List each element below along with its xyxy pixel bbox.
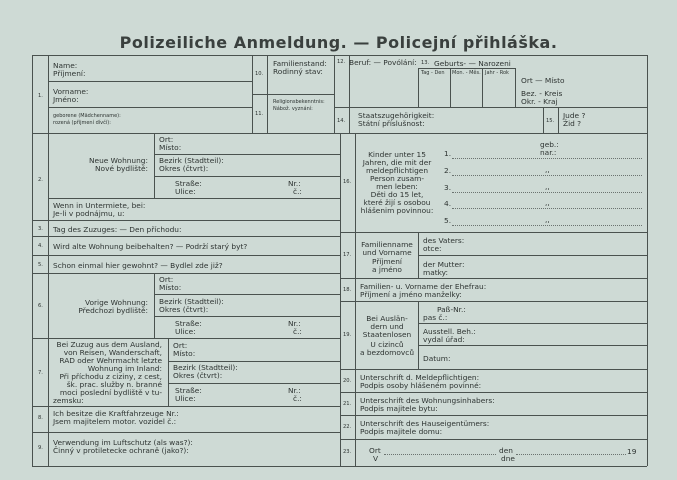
row-number: 1. (38, 93, 43, 99)
birth-label: Geburts- — Narozeni (434, 59, 511, 68)
row-number: 4. (38, 243, 43, 249)
child-3-line[interactable] (452, 192, 642, 193)
row-number: 15. (546, 118, 555, 124)
children-line-4: Person zusam- (370, 174, 424, 183)
line (154, 176, 340, 177)
line (418, 68, 515, 69)
line (48, 107, 252, 108)
line (340, 232, 647, 233)
line (340, 415, 647, 416)
last-cislo-label: č.: (293, 394, 302, 403)
child-4-label: 4. (444, 199, 452, 208)
new-cislo-label: č.: (293, 187, 302, 196)
religion-label: Religionsbekenntnis: (273, 99, 325, 105)
year-prefix: 19 (627, 447, 637, 456)
podpis-majitele-domu-label: Podpis majitele domu: (360, 427, 443, 436)
arrival-date-label: Tag des Zuzuges: — Den příchodu: (53, 225, 182, 234)
row-number: 14. (337, 118, 346, 124)
line (154, 133, 155, 198)
child-5-line[interactable] (452, 225, 642, 226)
last-house-number-label: Nr.: (288, 386, 301, 395)
new-district-label: Bezirk (Stadtteil): (159, 156, 224, 165)
birth-day-label: Tag - Den (421, 70, 445, 76)
zid-label: Žid ? (563, 119, 582, 128)
line (32, 432, 340, 433)
new-address-label: Neue Wohnung: (89, 156, 148, 165)
frame-left (32, 55, 33, 466)
ditto-mark: ,, (545, 198, 550, 207)
line (340, 133, 341, 466)
foreigners-line-5: a bezdomovců (359, 348, 415, 357)
row-number: 20. (343, 378, 352, 384)
protiletecka-label: Činný v protiletecke ochraně (jako?): (53, 446, 189, 455)
birth-region-label: Okr. - Kraj (521, 97, 558, 106)
abroad-line-5: Při příchodu z ciziny, z cest, (59, 372, 162, 381)
frame-top (32, 55, 647, 56)
prev-cislo-label: č.: (293, 327, 302, 336)
prev-street-label: Straße: (175, 319, 202, 328)
ditto-mark: ,, (545, 165, 550, 174)
day-label: den (499, 446, 513, 455)
line (418, 255, 647, 256)
line (334, 107, 647, 108)
line (168, 383, 340, 384)
podpis-osoby-label: Podpis osoby hlášeném povinné: (360, 381, 482, 390)
line (32, 338, 340, 339)
child-5-label: 5. (444, 216, 452, 225)
row-number: 18. (343, 287, 352, 293)
children-line-6: Děti do 15 let, (370, 190, 424, 199)
date-label: Datum: (423, 354, 451, 363)
row-number: 11. (255, 111, 264, 117)
rozena-label: rozená (příjmení dívčí): (53, 120, 111, 126)
row-number: 3. (38, 226, 43, 232)
line (32, 255, 340, 256)
wife-name-label: Familien- u. Vorname der Ehefrau: (360, 282, 487, 291)
vorname-label: Vorname: (53, 87, 89, 96)
lived-here-before-label: Schon einmal hier gewohnt? — Bydlel zde již? (53, 261, 223, 270)
row-number: 10. (255, 71, 264, 77)
keep-old-home-label: Wird alte Wohnung beibehalten? — Podrží starý byt? (53, 242, 248, 251)
new-street-label: Straße: (175, 179, 202, 188)
child-2-label: 2. (444, 166, 452, 175)
matky-label: matky: (423, 268, 448, 277)
line (418, 323, 647, 324)
issuing-authority-label: Ausstell. Beh.: (423, 327, 476, 336)
line (154, 294, 340, 295)
owner-signature-label: Unterschrift des Hauseigentümers: (360, 419, 490, 428)
line (32, 236, 340, 237)
child-1-label: 1. (444, 149, 452, 158)
vydal-urad-label: vydal úřad: (423, 335, 465, 344)
pas-label: pas č.: (423, 313, 448, 322)
abroad-line-7: moci poslední bydliště v tu- (59, 388, 162, 397)
line (340, 278, 647, 279)
row-number: 16. (343, 179, 352, 185)
line (168, 338, 169, 406)
v-label: V (373, 454, 379, 463)
line (340, 392, 647, 393)
occupation-label: Beruf: — Povólání: (349, 58, 417, 67)
foreigners-line-3: Staatenlosen (362, 330, 412, 339)
row-number: 23. (343, 449, 352, 455)
line (355, 133, 356, 466)
abroad-line-8: zemsku: (53, 396, 84, 405)
line (32, 220, 340, 221)
children-line-2: Jahren, die mit der (362, 158, 432, 167)
vozidla-label: Jsem majitelem motor. vozidel č.: (53, 417, 177, 426)
row-number: 13. (421, 60, 430, 66)
new-ulice-label: Ulice: (175, 187, 196, 196)
line (32, 406, 340, 407)
prev-house-number-label: Nr.: (288, 319, 301, 328)
nabozenstvi-label: Nábož. vyznání: (273, 106, 313, 112)
row-number: 9. (38, 445, 43, 451)
prev-district-label: Bezirk (Stadtteil): (159, 297, 224, 306)
children-line-1: Kinder unter 15 (368, 150, 426, 159)
vehicles-label: Ich besitze die Kraftfahrzeuge Nr.: (53, 409, 179, 418)
abroad-line-4: Wohnung im Inland: (87, 364, 162, 373)
line (32, 273, 340, 274)
line (252, 94, 334, 95)
line (515, 68, 516, 107)
row-number: 6. (38, 303, 43, 309)
frame-right (647, 55, 648, 466)
child-4-line[interactable] (452, 208, 642, 209)
prev-place-label: Ort: (159, 275, 174, 284)
line (418, 345, 647, 346)
prev-ulice-label: Ulice: (175, 327, 196, 336)
row-number: 7. (38, 370, 43, 376)
last-misto-label: Místo: (173, 349, 196, 358)
line (168, 361, 340, 362)
new-misto-label: Místo: (159, 143, 182, 152)
marital-status-label: Familienstand: (273, 59, 327, 68)
predchozi-bydliste-label: Předchozi bydliště: (78, 306, 148, 315)
otce-label: otce: (423, 244, 442, 253)
citizenship-label: Staatszugehörigkeit: (358, 111, 435, 120)
podnajem-label: Je-li v podnájmu, u: (53, 209, 125, 218)
manzelka-label: Příjmení a jméno manželky: (360, 290, 462, 299)
child-3-label: 3. (444, 183, 452, 192)
dne-label: dne (501, 454, 515, 463)
children-line-5: men leben: (376, 182, 418, 191)
line (340, 439, 647, 440)
abroad-line-3: RAD oder Wehrmacht letzte (59, 356, 162, 365)
ditto-mark: ,, (545, 215, 550, 224)
birthplace-label: Ort — Místo (521, 76, 565, 85)
parents-name-line-2: und Vorname (362, 248, 412, 257)
line (340, 369, 647, 370)
rodinny-stav-label: Rodinný stav: (273, 67, 323, 76)
line (48, 55, 49, 133)
prev-misto-label: Místo: (159, 283, 182, 292)
place-label: Ort (369, 446, 381, 455)
row-number: 12. (337, 59, 346, 65)
abroad-line-6: šk. prac. služby n. branné (66, 380, 162, 389)
foreigners-line-4: U cizinců (370, 340, 404, 349)
previous-address-label: Vorige Wohnung: (85, 298, 148, 307)
row-number: 2. (38, 177, 43, 183)
air-defense-label: Verwendung im Luftschutz (als was?): (53, 438, 193, 447)
line (48, 198, 340, 199)
line (558, 107, 559, 133)
line (450, 68, 451, 107)
birth-year-label: Jahr - Rok (485, 70, 509, 76)
parents-name-line-3: Příjmení (372, 257, 402, 266)
mother-label: der Mutter: (423, 260, 465, 269)
child-2-line[interactable] (452, 175, 642, 176)
birth-month-label: Mon. - Měs. (452, 70, 481, 76)
parents-name-line-4: a jméno (372, 265, 402, 274)
birth-district-label: Bez. - Kreis (521, 89, 563, 98)
children-line-3: meldepflichtigen (365, 166, 429, 175)
nove-bydliste-label: Nové bydliště: (95, 164, 148, 173)
line (482, 68, 483, 107)
line (154, 273, 155, 338)
last-okres-label: Okres (čtvrt): (173, 371, 223, 380)
row-number: 5. (38, 262, 43, 268)
abroad-line-1: Bei Zuzug aus dem Ausland, (56, 340, 162, 349)
row-number: 8. (38, 415, 43, 421)
line (154, 154, 340, 155)
line (334, 55, 335, 133)
subtenant-label: Wenn in Untermiete, bei: (53, 201, 146, 210)
jmeno-label: Jméno: (53, 95, 79, 104)
new-okres-label: Okres (čtvrt): (159, 164, 209, 173)
child-born-label: geb.: (540, 140, 559, 149)
row-number: 19. (343, 332, 352, 338)
prev-okres-label: Okres (čtvrt): (159, 305, 209, 314)
tenant-signature-label: Unterschrift des Wohnungsinhabers: (360, 396, 495, 405)
child-narozen-label: nar.: (540, 148, 557, 157)
abroad-line-2: von Reisen, Wanderschaft, (63, 348, 162, 357)
ditto-mark: ,, (545, 182, 550, 191)
parents-name-line-1: Familienname (361, 240, 413, 249)
line (418, 68, 419, 107)
date-line[interactable] (516, 454, 626, 455)
new-house-number-label: Nr.: (288, 179, 301, 188)
foreigners-line-2: dern und (370, 322, 404, 331)
line (418, 301, 419, 369)
last-ulice-label: Ulice: (175, 394, 196, 403)
row-number: 17. (343, 252, 352, 258)
line (543, 107, 544, 133)
prijmeni-label: Příjmení: (53, 69, 86, 78)
line (154, 316, 340, 317)
frame-bottom (32, 466, 647, 467)
podpis-majitele-bytu-label: Podpis majitele bytu: (360, 404, 438, 413)
passport-label: Paß-Nr.: (437, 305, 466, 314)
children-line-7: které žijí s osobou (363, 198, 431, 207)
new-place-label: Ort: (159, 135, 174, 144)
last-place-label: Ort: (173, 341, 188, 350)
last-street-label: Straße: (175, 386, 202, 395)
maiden-name-label: geborene (Mädchenname): (53, 113, 121, 119)
line (48, 81, 252, 82)
foreigners-line-1: Bei Auslän- (366, 314, 408, 323)
line (340, 301, 647, 302)
jewish-label: Jude ? (563, 111, 586, 120)
registrant-signature-label: Unterschrift d. Meldepflichtigen: (360, 373, 480, 382)
row-number: 21. (343, 401, 352, 407)
last-district-label: Bezirk (Stadtteil): (173, 363, 238, 372)
children-line-8: hlášenim povinnou: (360, 206, 434, 215)
name-label: Name: (53, 61, 78, 70)
statni-prislusnost-label: Státní příslušnost: (358, 119, 425, 128)
place-line[interactable] (384, 454, 496, 455)
child-1-line[interactable] (452, 158, 642, 159)
father-label: des Vaters: (423, 236, 465, 245)
form-title: Polizeiliche Anmeldung. — Policejní přihláška. (119, 33, 558, 52)
row-number: 22. (343, 424, 352, 430)
